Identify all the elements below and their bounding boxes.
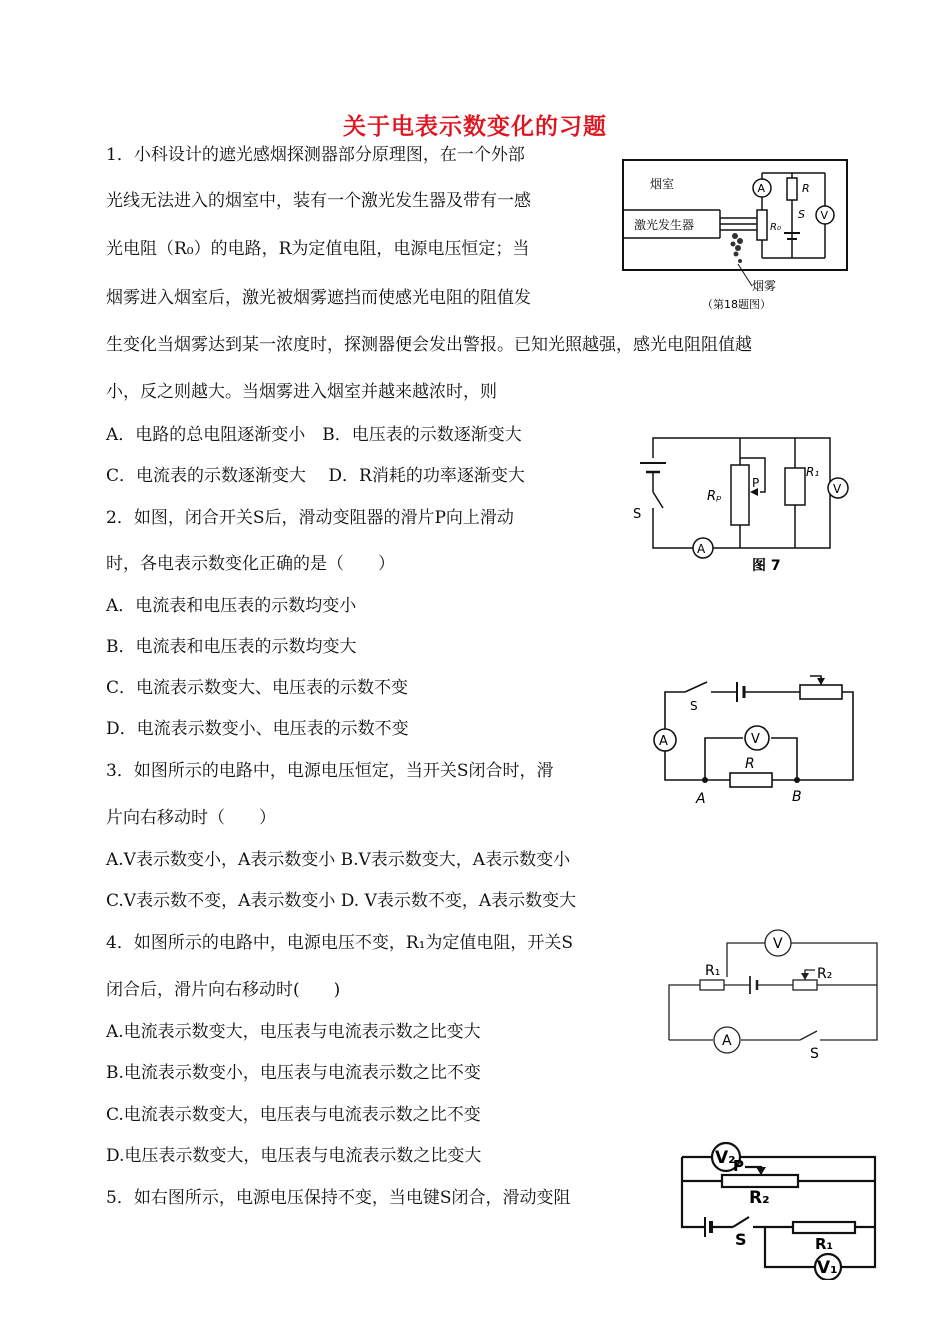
text-line: B.电流表示数变小，电压表与电流表示数之比不变 <box>106 1063 481 1083</box>
page-title: 关于电表示数变化的习题 <box>343 114 607 140</box>
text-line: 4．如图所示的电路中，电源电压不变，R₁为定值电阻，开关S <box>106 933 574 953</box>
fig4-s-label: S <box>810 1046 819 1062</box>
fig5-r1-label: R₁ <box>815 1235 834 1253</box>
fig1-s-label: S <box>798 208 805 221</box>
fig1-r0-label: R₀ <box>770 222 781 233</box>
fig2-r1-label: R₁ <box>806 465 820 479</box>
figure-circuit-3 <box>645 670 865 810</box>
text-line: C.V表示数不变，A表示数变小 D. V表示数不变，A表示数变大 <box>106 891 577 911</box>
fig5-r2-label: R₂ <box>749 1188 770 1208</box>
fig1-voltmeter: V <box>820 209 829 222</box>
fig4-voltmeter: V <box>773 936 783 952</box>
text-line: A.电流表示数变大，电压表与电流表示数之比变大 <box>106 1022 481 1042</box>
fig2-voltmeter: V <box>833 482 842 496</box>
text-line: 光线无法进入的烟室中，装有一个激光发生器及带有一感 <box>106 191 531 211</box>
text-line: D.电压表示数变大，电压表与电流表示数之比变大 <box>106 1146 482 1166</box>
fig5-v2-label: V₂ <box>715 1148 736 1168</box>
text-line: C.电流表示数变大，电压表与电流表示数之比不变 <box>106 1105 481 1125</box>
text-line: 生变化当烟雾达到某一浓度时，探测器便会发出警报。已知光照越强，感光电阻阻值越 <box>106 335 752 355</box>
fig1-caption: （第18题图） <box>702 298 771 311</box>
text-line: B．电流表和电压表的示数均变大 <box>106 637 357 657</box>
figure-circuit-4 <box>665 925 885 1065</box>
fig2-caption: 图 7 <box>752 558 781 574</box>
text-line: 3．如图所示的电路中，电源电压恒定，当开关S闭合时，滑 <box>106 761 554 781</box>
fig4-r2-label: R₂ <box>817 966 833 982</box>
fig3-ammeter: A <box>659 734 668 749</box>
fig1-r-label: R <box>802 182 810 195</box>
fig2-ammeter: A <box>697 542 706 556</box>
fig5-s-label: S <box>735 1230 747 1249</box>
text-line: 5．如右图所示，电源电压保持不变，当电键S闭合，滑动变阻 <box>106 1188 571 1208</box>
fig5-p-label: P <box>733 1157 744 1175</box>
figure-circuit-5 <box>675 1137 885 1280</box>
text-line: 烟雾进入烟室后，激光被烟雾遮挡而使感光电阻的阻值发 <box>106 288 531 308</box>
fig3-voltmeter: V <box>751 732 760 747</box>
fig2-rp-label: Rₚ <box>707 489 722 504</box>
fig3-point-a: A <box>696 791 706 807</box>
figure-circuit-2 <box>625 430 865 575</box>
text-line: C．电流表的示数逐渐变大 D．R消耗的功率逐渐变大 <box>106 466 525 486</box>
text-line: 时，各电表示数变化正确的是（ ） <box>106 554 395 574</box>
fig4-ammeter: A <box>722 1033 732 1049</box>
fig1-smoke-label: 烟雾 <box>752 279 777 293</box>
text-line: 2．如图，闭合开关S后，滑动变阻器的滑片P向上滑动 <box>106 508 514 528</box>
fig3-r-label: R <box>745 756 755 772</box>
text-line: 闭合后，滑片向右移动时( ) <box>106 980 341 1000</box>
fig5-v1-label: V₁ <box>817 1258 838 1278</box>
text-line: 光电阻（R₀）的电路，R为定值电阻，电源电压恒定；当 <box>106 239 530 259</box>
fig2-p-label: P <box>752 476 760 490</box>
text-line: A.V表示数变小，A表示数变小 B.V表示数变大，A表示数变小 <box>106 850 571 870</box>
text-line: C．电流表示数变大、电压表的示数不变 <box>106 678 409 698</box>
text-line: 1．小科设计的遮光感烟探测器部分原理图，在一个外部 <box>106 145 525 165</box>
fig3-point-b: B <box>792 789 802 805</box>
fig4-r1-label: R₁ <box>705 963 721 979</box>
text-line: 片向右移动时（ ） <box>106 808 276 828</box>
text-line: A．电路的总电阻逐渐变小 B．电压表的示数逐渐变大 <box>106 425 522 445</box>
text-line: 小，反之则越大。当烟雾进入烟室并越来越浓时，则 <box>106 382 497 402</box>
text-line: A．电流表和电压表的示数均变小 <box>106 596 357 616</box>
fig2-s-label: S <box>633 507 642 522</box>
fig1-room-label: 烟室 <box>650 177 675 191</box>
text-line: D．电流表示数变小、电压表的示数不变 <box>106 719 409 739</box>
fig3-s-label: S <box>690 699 698 713</box>
fig1-laser-label: 激光发生器 <box>634 218 695 232</box>
figure-smoke-detector <box>620 158 850 313</box>
fig1-ammeter: A <box>757 182 766 195</box>
